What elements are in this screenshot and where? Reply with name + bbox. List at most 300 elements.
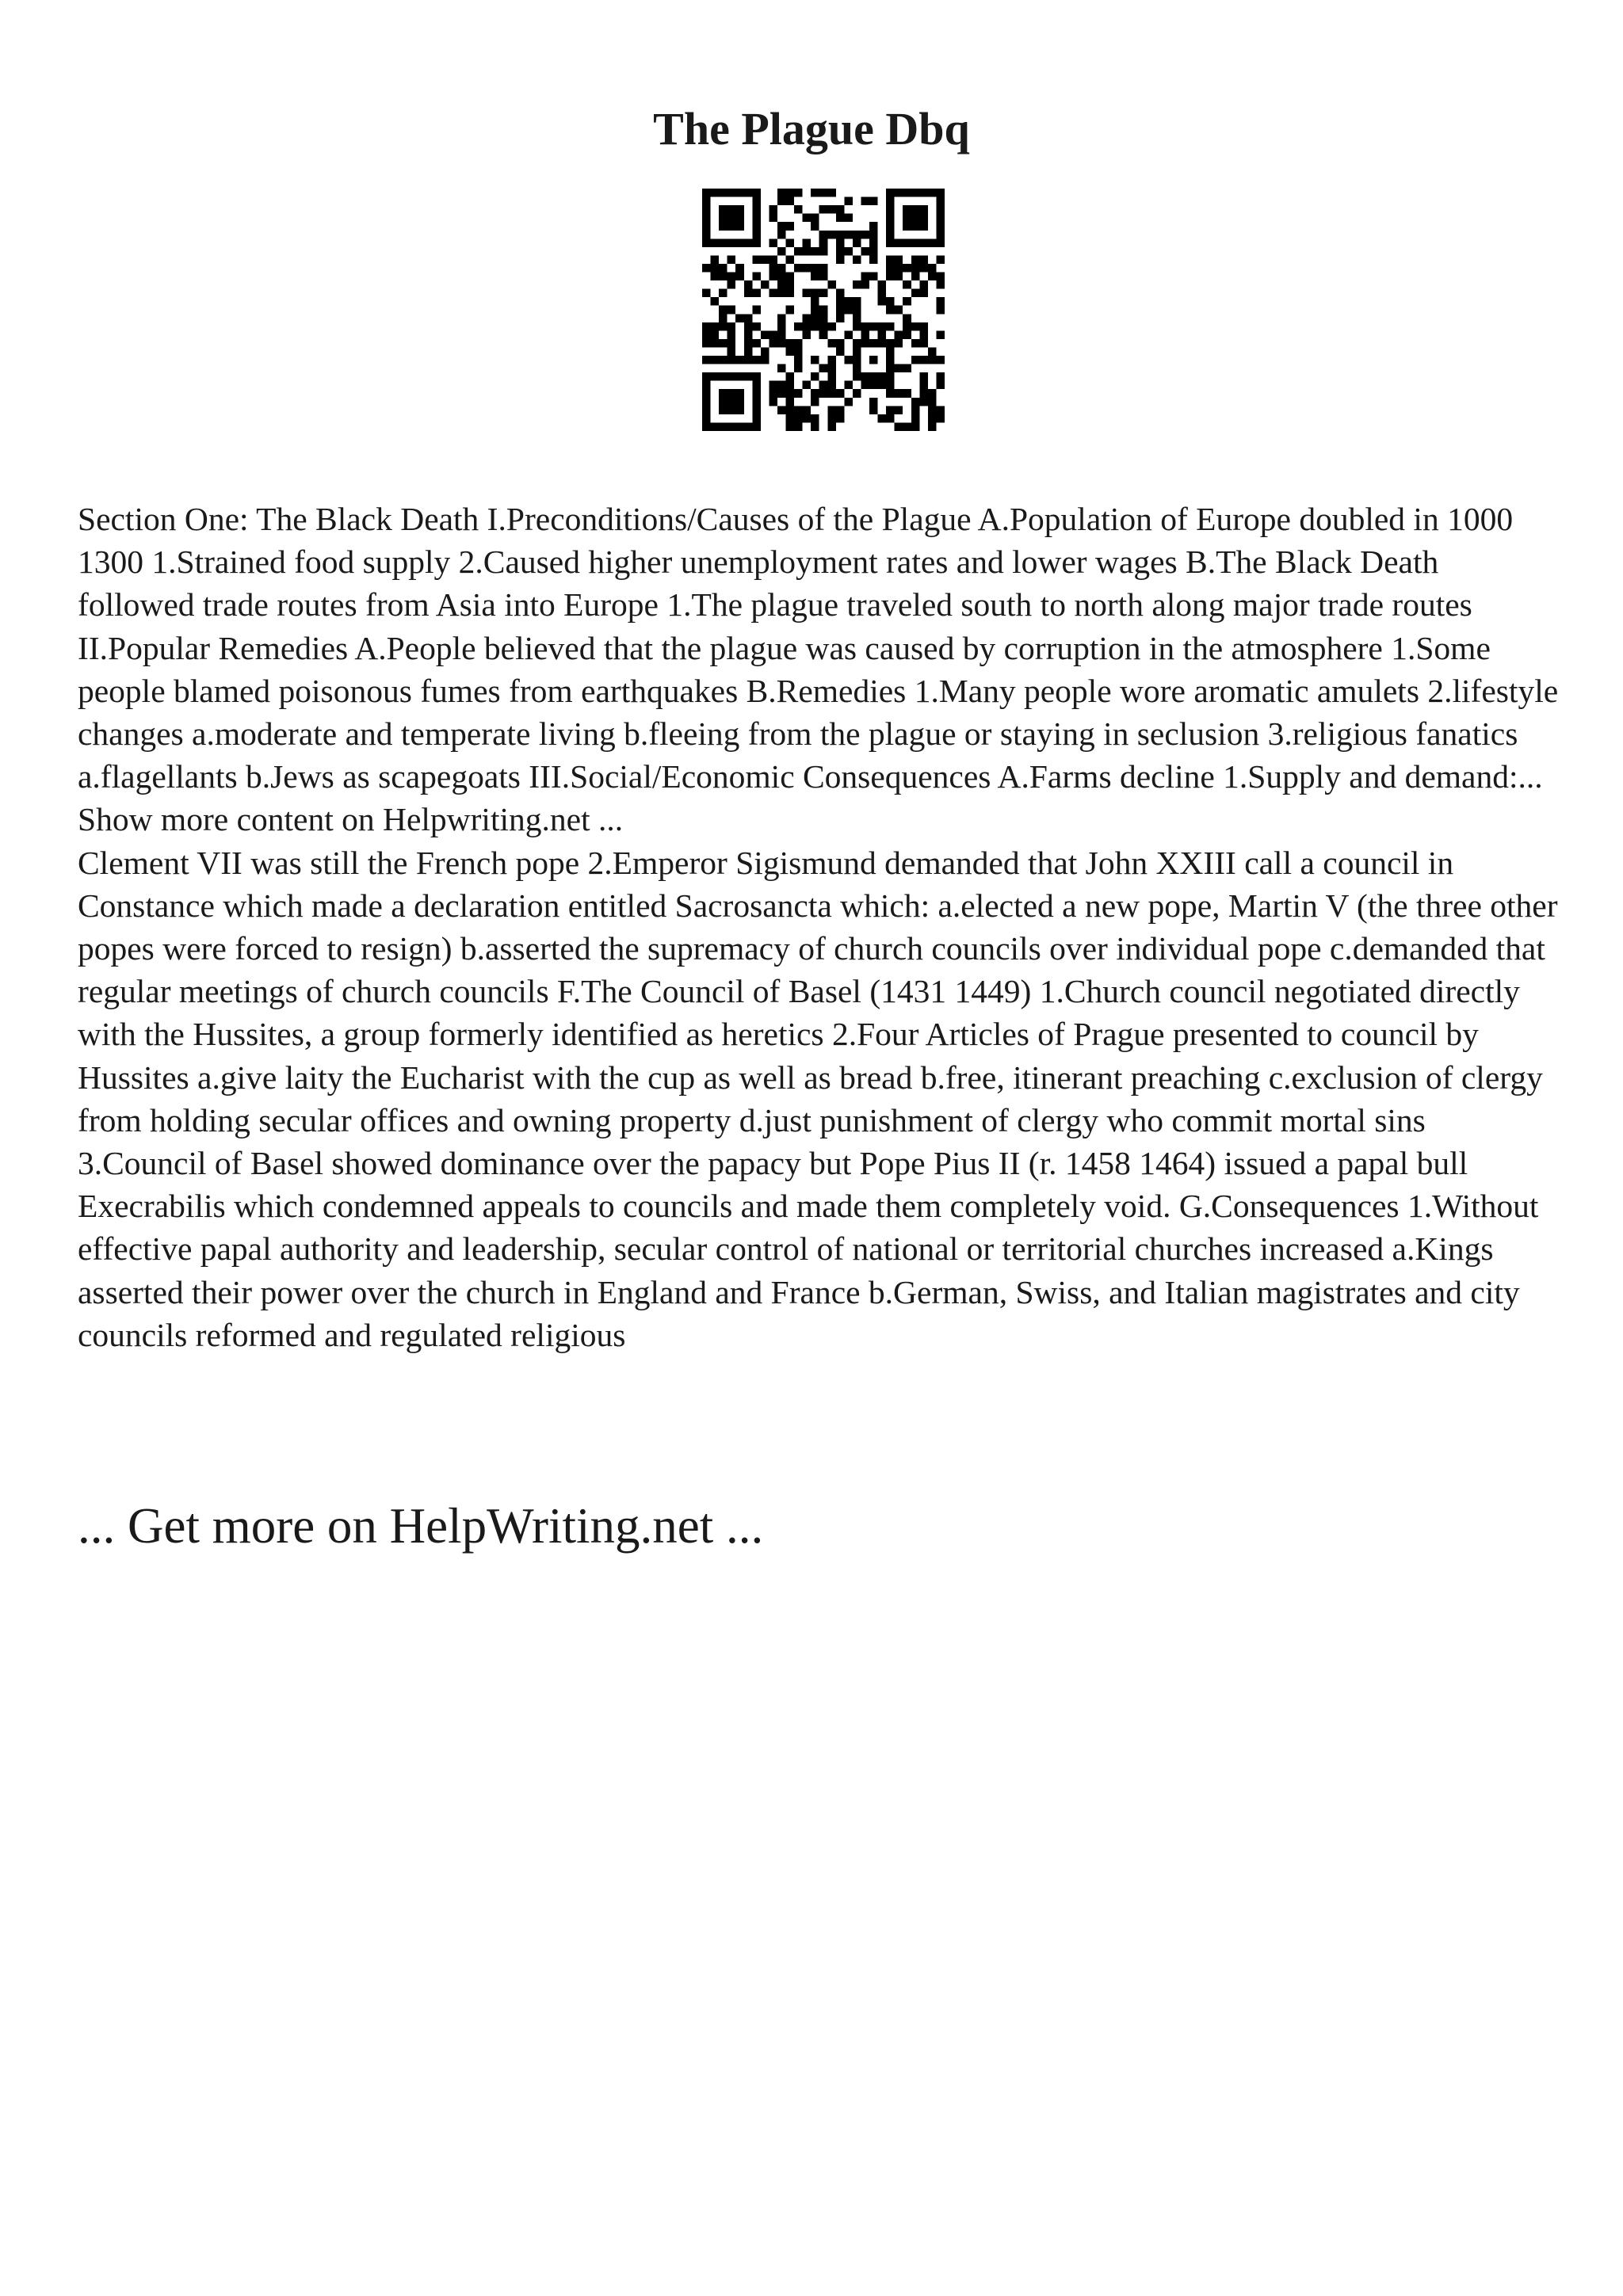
qr-module xyxy=(803,381,812,390)
qr-module xyxy=(878,280,887,289)
qr-module xyxy=(719,372,727,381)
qr-module xyxy=(936,406,945,414)
qr-module xyxy=(936,222,945,231)
qr-module xyxy=(719,356,727,364)
qr-module xyxy=(794,264,803,273)
qr-module xyxy=(719,322,727,331)
qr-module xyxy=(719,406,727,414)
qr-module xyxy=(803,414,812,423)
qr-module xyxy=(903,264,911,273)
qr-module xyxy=(702,197,711,206)
qr-module xyxy=(919,389,928,398)
qr-module xyxy=(752,339,761,348)
qr-module xyxy=(903,205,911,214)
qr-module xyxy=(911,238,920,247)
qr-module xyxy=(744,330,753,339)
qr-module xyxy=(936,414,945,423)
qr-module xyxy=(735,356,744,364)
qr-module xyxy=(727,189,736,197)
qr-module xyxy=(786,339,795,348)
qr-module xyxy=(853,231,861,239)
qr-module xyxy=(819,289,828,298)
qr-module xyxy=(886,238,895,247)
qr-module xyxy=(819,205,828,214)
qr-module xyxy=(811,297,819,306)
qr-module xyxy=(777,406,786,414)
qr-module xyxy=(878,339,887,348)
qr-module xyxy=(819,330,828,339)
qr-module xyxy=(819,247,828,256)
qr-module xyxy=(711,339,720,348)
qr-module xyxy=(836,289,845,298)
qr-module xyxy=(827,356,836,364)
qr-module xyxy=(777,381,786,390)
qr-module xyxy=(727,205,736,214)
qr-module xyxy=(895,406,903,414)
qr-module xyxy=(752,238,761,247)
qr-module xyxy=(786,389,795,398)
qr-module xyxy=(853,364,861,373)
qr-module xyxy=(844,231,853,239)
qr-module xyxy=(727,255,736,264)
qr-module xyxy=(777,197,786,206)
qr-module xyxy=(928,398,937,406)
qr-module xyxy=(803,264,812,273)
qr-module xyxy=(928,238,937,247)
qr-module xyxy=(752,231,761,239)
qr-module xyxy=(911,414,920,423)
qr-module xyxy=(886,255,895,264)
qr-module xyxy=(911,289,920,298)
qr-module xyxy=(719,289,727,298)
qr-module xyxy=(886,297,895,306)
qr-module xyxy=(719,205,727,214)
qr-module xyxy=(895,238,903,247)
qr-module xyxy=(777,247,786,256)
qr-module xyxy=(777,364,786,373)
qr-module xyxy=(903,389,911,398)
qr-module xyxy=(761,347,769,356)
qr-module xyxy=(903,238,911,247)
qr-module xyxy=(936,231,945,239)
qr-module xyxy=(869,372,878,381)
qr-module xyxy=(811,398,819,406)
qr-module xyxy=(819,381,828,390)
qr-module xyxy=(769,289,777,298)
qr-module xyxy=(919,222,928,231)
qr-module xyxy=(702,389,711,398)
qr-module xyxy=(735,314,744,322)
qr-module xyxy=(844,214,853,223)
qr-module xyxy=(786,306,795,315)
qr-module xyxy=(794,247,803,256)
qr-module xyxy=(803,406,812,414)
qr-module xyxy=(811,322,819,331)
qr-module xyxy=(702,398,711,406)
qr-module xyxy=(719,422,727,431)
qr-module xyxy=(711,372,720,381)
qr-module xyxy=(711,297,720,306)
qr-module xyxy=(886,339,895,348)
qr-module xyxy=(861,381,869,390)
qr-module xyxy=(936,189,945,197)
qr-module xyxy=(811,389,819,398)
qr-module xyxy=(878,297,887,306)
qr-module xyxy=(819,273,828,281)
qr-module xyxy=(936,238,945,247)
qr-module xyxy=(903,280,911,289)
qr-module xyxy=(836,255,845,264)
qr-module xyxy=(827,381,836,390)
qr-module xyxy=(711,356,720,364)
qr-module xyxy=(735,389,744,398)
qr-module xyxy=(811,247,819,256)
qr-module xyxy=(886,214,895,223)
qr-module xyxy=(836,306,845,315)
qr-module xyxy=(911,422,920,431)
qr-module xyxy=(861,322,869,331)
qr-module xyxy=(711,255,720,264)
qr-module xyxy=(827,339,836,348)
qr-module xyxy=(886,356,895,364)
qr-module xyxy=(711,422,720,431)
qr-module xyxy=(794,414,803,423)
qr-module xyxy=(727,280,736,289)
qr-module xyxy=(827,231,836,239)
qr-module xyxy=(861,247,869,256)
qr-module xyxy=(769,381,777,390)
qr-module xyxy=(895,255,903,264)
qr-module xyxy=(711,273,720,281)
qr-module xyxy=(936,214,945,223)
qr-module xyxy=(777,389,786,398)
paragraph-continuation: Clement VII was still the French pope 2.Emperor Sigismund demanded that John XXIII call a council in Constance which made a declaration entitled Sacrosancta which: a.elected a new pope, Martin V (the three other popes were forced to resign) b.asserted the supremacy of church councils over individual pope c.demanded that regular meetings of church councils F.The Council of Basel (1431 1449) 1.Church council negotiated directly with the Hussites, a group formerly identified as heretics 2.Four Articles of Prague presented to council by Hussites a.give laity the Eucharist with the cup as well as bread b.free, itinerant preaching c.exclusion of clergy from holding secular offices and owning property d.just punishment of clergy who commit mortal sins 3.Council of Basel showed dominance over the papacy but Pope Pius II (r. 1458 1464) issued a papal bull Execrabilis which condemned appeals to councils and made them completely void. G.Consequences 1.Without effective papal authority and leadership, secular control of national or territorial churches increased a.Kings asserted their power over the church in England and France b.German, Swiss, and Italian magistrates and city councils reformed and regulated religious xyxy=(78,844,1558,1353)
qr-module xyxy=(853,255,861,264)
qr-module xyxy=(794,322,803,331)
qr-module xyxy=(919,398,928,406)
qr-module xyxy=(936,205,945,214)
qr-module xyxy=(752,389,761,398)
qr-module xyxy=(811,372,819,381)
qr-module xyxy=(827,322,836,331)
qr-module xyxy=(836,347,845,356)
qr-module xyxy=(936,197,945,206)
qr-module xyxy=(928,189,937,197)
qr-module xyxy=(903,322,911,331)
qr-module xyxy=(886,414,895,423)
qr-module xyxy=(702,205,711,214)
qr-module xyxy=(886,205,895,214)
qr-module xyxy=(861,273,869,281)
qr-module xyxy=(744,372,753,381)
qr-module xyxy=(752,422,761,431)
qr-module xyxy=(744,339,753,348)
qr-module xyxy=(869,356,878,364)
qr-module xyxy=(761,330,769,339)
qr-module xyxy=(811,422,819,431)
qr-module xyxy=(861,372,869,381)
qr-module xyxy=(786,372,795,381)
qr-module xyxy=(752,356,761,364)
qr-module xyxy=(811,314,819,322)
qr-code-icon[interactable] xyxy=(702,189,945,431)
qr-module xyxy=(827,389,836,398)
qr-module xyxy=(727,273,736,281)
qr-module xyxy=(819,322,828,331)
get-more-link[interactable]: ... Get more on HelpWriting.net ... xyxy=(78,1498,764,1554)
qr-module xyxy=(719,398,727,406)
qr-module xyxy=(886,364,895,373)
qr-module xyxy=(819,264,828,273)
qr-module xyxy=(878,372,887,381)
qr-module xyxy=(702,406,711,414)
qr-module xyxy=(744,314,753,322)
qr-module xyxy=(752,398,761,406)
qr-module xyxy=(836,414,845,423)
qr-module xyxy=(727,356,736,364)
qr-module xyxy=(827,189,836,197)
qr-module xyxy=(702,381,711,390)
qr-module xyxy=(777,231,786,239)
qr-module xyxy=(744,280,753,289)
qr-module xyxy=(853,306,861,315)
qr-module xyxy=(752,205,761,214)
qr-module xyxy=(869,381,878,390)
qr-module xyxy=(752,222,761,231)
qr-module xyxy=(786,255,795,264)
qr-module xyxy=(928,356,937,364)
qr-module xyxy=(895,330,903,339)
qr-module xyxy=(836,247,845,256)
qr-module xyxy=(878,381,887,390)
qr-module xyxy=(911,264,920,273)
qr-module xyxy=(853,322,861,331)
qr-module xyxy=(769,398,777,406)
qr-module xyxy=(735,238,744,247)
qr-module xyxy=(769,339,777,348)
qr-module xyxy=(919,214,928,223)
qr-module xyxy=(886,231,895,239)
qr-module xyxy=(836,231,845,239)
qr-module xyxy=(727,389,736,398)
qr-module xyxy=(919,356,928,364)
qr-module xyxy=(869,398,878,406)
qr-module xyxy=(819,389,828,398)
qr-module xyxy=(719,314,727,322)
qr-code-graphic xyxy=(702,189,945,431)
qr-module xyxy=(928,264,937,273)
qr-module xyxy=(794,364,803,373)
qr-module xyxy=(744,238,753,247)
qr-module xyxy=(836,214,845,223)
document-body xyxy=(78,498,1560,1356)
qr-module xyxy=(844,398,853,406)
qr-module xyxy=(786,406,795,414)
qr-module xyxy=(819,189,828,197)
qr-module xyxy=(836,297,845,306)
qr-module xyxy=(727,398,736,406)
qr-module xyxy=(928,406,937,414)
qr-module xyxy=(735,273,744,281)
qr-module xyxy=(761,356,769,364)
qr-module xyxy=(836,406,845,414)
qr-module xyxy=(911,322,920,331)
qr-module xyxy=(895,364,903,373)
qr-module xyxy=(702,231,711,239)
qr-module xyxy=(794,422,803,431)
qr-module xyxy=(777,339,786,348)
qr-module xyxy=(786,273,795,281)
qr-module xyxy=(794,389,803,398)
qr-module xyxy=(744,347,753,356)
qr-module xyxy=(895,264,903,273)
qr-module xyxy=(936,255,945,264)
qr-module xyxy=(777,189,786,197)
qr-module xyxy=(702,189,711,197)
qr-module xyxy=(727,214,736,223)
qr-module xyxy=(769,205,777,214)
qr-module xyxy=(702,330,711,339)
qr-module xyxy=(786,347,795,356)
qr-module xyxy=(928,273,937,281)
qr-module xyxy=(869,406,878,414)
qr-module xyxy=(928,414,937,423)
qr-module xyxy=(886,189,895,197)
qr-module xyxy=(827,406,836,414)
qr-module xyxy=(803,238,812,247)
qr-module xyxy=(702,356,711,364)
qr-module xyxy=(794,347,803,356)
qr-module xyxy=(735,422,744,431)
qr-module xyxy=(777,289,786,298)
qr-module xyxy=(719,238,727,247)
qr-module xyxy=(786,189,795,197)
qr-module xyxy=(936,356,945,364)
qr-module xyxy=(727,238,736,247)
qr-module xyxy=(853,280,861,289)
qr-module xyxy=(903,222,911,231)
qr-module xyxy=(911,406,920,414)
qr-module xyxy=(886,372,895,381)
qr-module xyxy=(752,273,761,281)
qr-module xyxy=(811,264,819,273)
qr-module xyxy=(836,314,845,322)
qr-module xyxy=(853,238,861,247)
qr-module xyxy=(719,222,727,231)
qr-module xyxy=(761,280,769,289)
qr-module xyxy=(744,422,753,431)
qr-module xyxy=(911,339,920,348)
qr-module xyxy=(919,372,928,381)
qr-module xyxy=(853,339,861,348)
qr-module xyxy=(727,422,736,431)
qr-module xyxy=(928,422,937,431)
qr-module xyxy=(752,381,761,390)
qr-module xyxy=(702,238,711,247)
qr-module xyxy=(919,330,928,339)
qr-module xyxy=(803,330,812,339)
qr-module xyxy=(819,314,828,322)
qr-module xyxy=(911,222,920,231)
qr-module xyxy=(919,381,928,390)
qr-module xyxy=(777,280,786,289)
qr-module xyxy=(853,314,861,322)
qr-module xyxy=(895,389,903,398)
qr-module xyxy=(936,381,945,390)
qr-module xyxy=(819,238,828,247)
qr-module xyxy=(811,222,819,231)
qr-module xyxy=(769,273,777,281)
qr-module xyxy=(869,339,878,348)
qr-module xyxy=(911,214,920,223)
qr-module xyxy=(869,255,878,264)
qr-module xyxy=(911,273,920,281)
qr-module xyxy=(919,322,928,331)
qr-module xyxy=(911,356,920,364)
qr-module xyxy=(911,398,920,406)
qr-module xyxy=(744,289,753,298)
qr-module xyxy=(752,372,761,381)
qr-module xyxy=(752,406,761,414)
qr-module xyxy=(878,330,887,339)
qr-module xyxy=(702,339,711,348)
qr-module xyxy=(878,289,887,298)
qr-module xyxy=(752,306,761,315)
qr-module xyxy=(895,189,903,197)
qr-module xyxy=(794,189,803,197)
qr-module xyxy=(719,189,727,197)
qr-module xyxy=(827,422,836,431)
qr-module xyxy=(936,273,945,281)
qr-module xyxy=(869,273,878,281)
qr-module xyxy=(786,422,795,431)
qr-module xyxy=(895,273,903,281)
qr-module xyxy=(919,205,928,214)
qr-module xyxy=(702,422,711,431)
qr-module xyxy=(878,414,887,423)
qr-module xyxy=(727,222,736,231)
qr-module xyxy=(702,289,711,298)
qr-module xyxy=(711,330,720,339)
qr-module xyxy=(919,280,928,289)
qr-module xyxy=(735,214,744,223)
qr-module xyxy=(811,356,819,364)
qr-module xyxy=(727,339,736,348)
qr-module xyxy=(719,339,727,348)
qr-module xyxy=(735,222,744,231)
qr-module xyxy=(886,406,895,414)
qr-module xyxy=(752,414,761,423)
qr-module xyxy=(786,398,795,406)
qr-module xyxy=(727,372,736,381)
qr-module xyxy=(869,322,878,331)
qr-module xyxy=(903,364,911,373)
qr-module xyxy=(903,330,911,339)
qr-module xyxy=(895,339,903,348)
qr-module xyxy=(769,264,777,273)
qr-module xyxy=(844,381,853,390)
qr-module xyxy=(886,197,895,206)
qr-module xyxy=(936,330,945,339)
qr-module xyxy=(853,347,861,356)
qr-module xyxy=(819,364,828,373)
qr-module xyxy=(819,306,828,315)
qr-module xyxy=(936,297,945,306)
qr-module xyxy=(911,205,920,214)
qr-module xyxy=(777,322,786,331)
qr-module xyxy=(886,264,895,273)
qr-module xyxy=(727,306,736,315)
